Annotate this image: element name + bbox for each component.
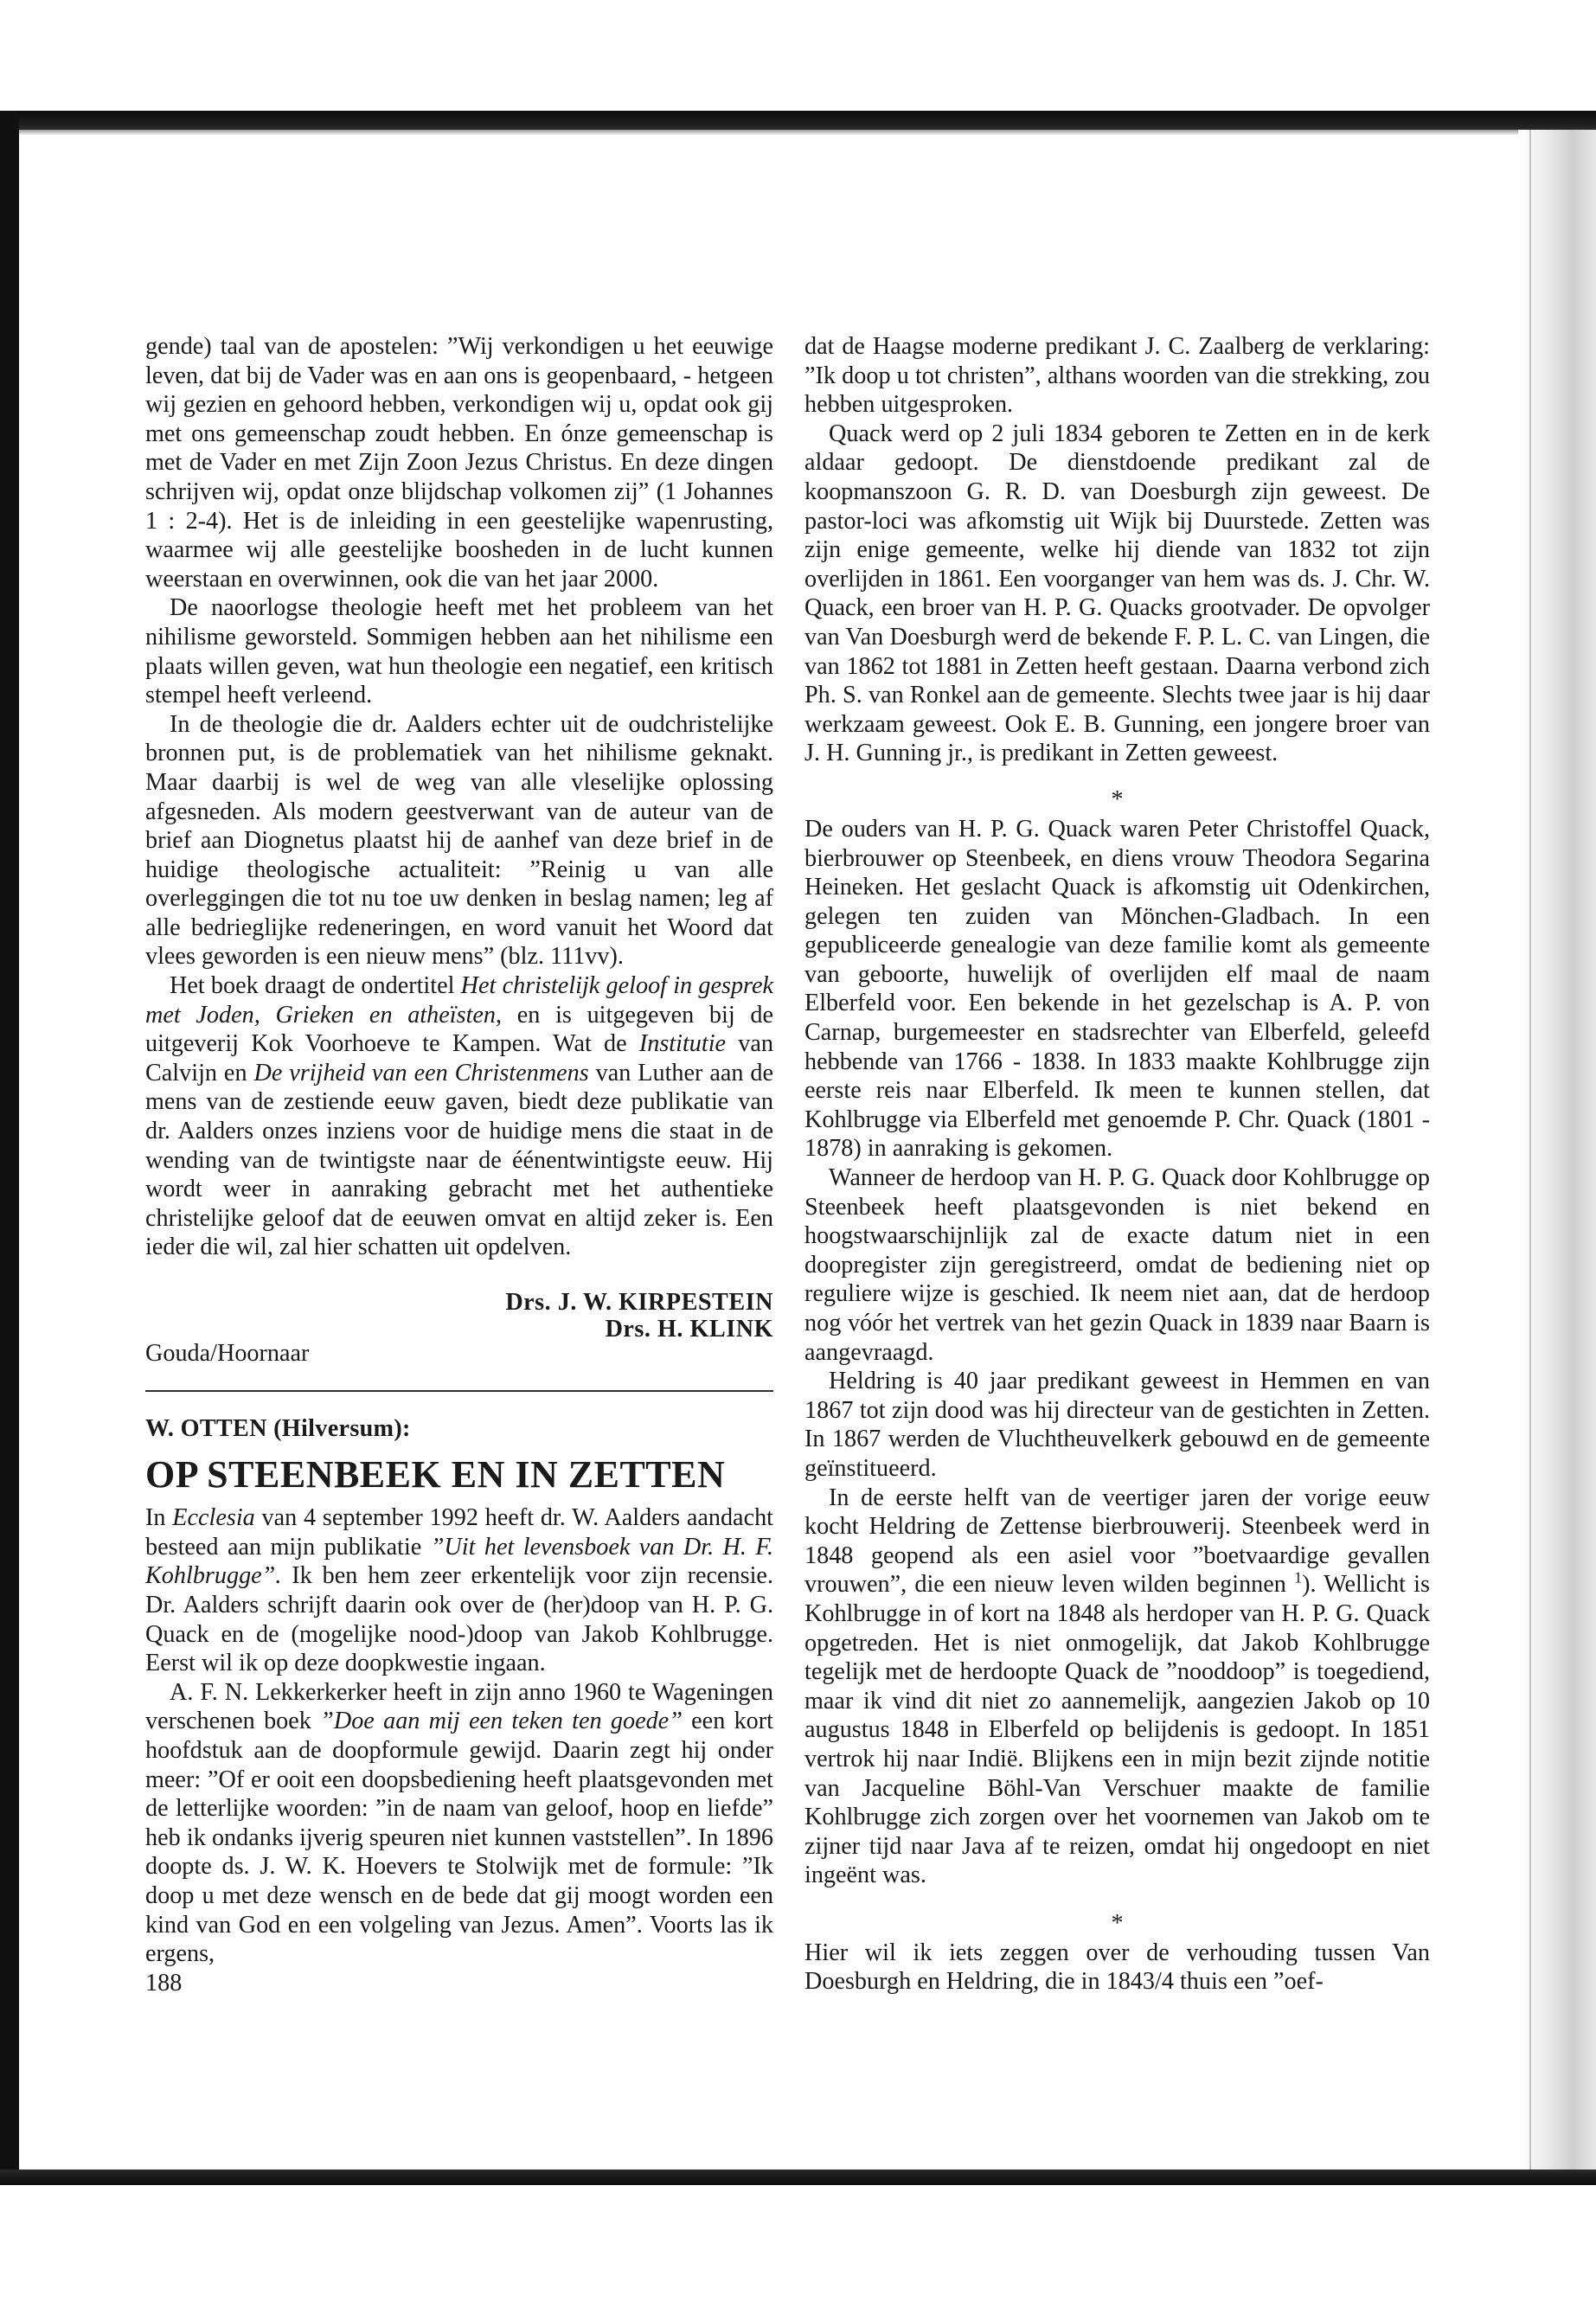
scan-border-top	[0, 111, 1596, 130]
right-paragraph-5: Heldring is 40 jaar predikant geweest in Hemmen en van 1867 tot zijn dood was hij directeur van de gestichten in Zetten. In 1867 werden de Vluchtheuvelkerk gebouwd en de gemeente geïnstitueerd.	[804, 1368, 1430, 1482]
left-paragraph-2: De naoorlogse theologie heeft met het probleem van het nihilisme geworsteld. Sommigen hebben aan het nihilisme een plaats willen geven, wat hun theologie een negatief, een kritisch stempel heeft verleend.	[145, 594, 773, 709]
signature-klink: Drs. H. KLINK	[605, 1315, 773, 1343]
right-paragraph-7: Hier wil ik iets zeggen over de verhouding tussen Van Doesburgh en Heldring, die in 1843/4 thuis een ”oef-	[804, 1939, 1430, 1996]
right-column	[804, 332, 1430, 1997]
signature-place: Gouda/Hoornaar	[145, 1339, 310, 1367]
right-paragraph-2: Quack werd op 2 juli 1834 geboren te Zetten en in de kerk aldaar gedoopt. De dienstdoende predikant zal de koopmanszoon G. R. D. van Doesburgh zijn geweest. De pastor-loci was afkomstig uit Wijk bij Duurstede. Zetten was zijn enige gemeente, welke hij diende van 1832 tot zijn overlijden in 1861. Een voorganger van hem was ds. J. Chr. W. Quack, een broer van H. P. G. Quacks grootvader. De opvolger van Van Doesburgh werd de bekende F. P. L. C. van Lingen, die van 1862 tot 1881 in Zetten heeft gestaan. Daarna verbond zich Ph. S. van Ronkel aan de gemeente. Slechts twee jaar is hij daar werkzaam geweest. Ook E. B. Gunning, een jongere broer van J. H. Gunning jr., is predikant in Zetten geweest.	[804, 420, 1430, 767]
article-title: OP STEENBEEK EN IN ZETTEN	[145, 1453, 726, 1497]
article-author: W. OTTEN (Hilversum):	[145, 1414, 411, 1442]
page-number: 188	[145, 1969, 183, 1997]
left-paragraph-1: gende) taal van de apostelen: ”Wij verkondigen u het eeuwige leven, dat bij de Vader was en aan ons is geopenbaard, - hetgeen wij gezien en gehoord hebben, verkondigen wij u, opdat ook gij met ons gemeenschap zoudt hebben. En ónze gemeenschap is met de Vader en met Zijn Zoon Jezus Christus. En deze dingen schrijven wij, opdat onze blijdschap volkomen zij” (1 Johannes 1 : 2-4). Het is de inleiding in een geestelijke wapenrusting, waarmee wij alle geestelijke boosheden in de lucht kunnen weerstaan en overwinnen, ook die van het jaar 2000.	[145, 333, 773, 593]
left-column	[145, 332, 773, 1997]
right-paragraph-3: De ouders van H. P. G. Quack waren Peter Christoffel Quack, bierbrouwer op Steenbeek, en diens vrouw Theodora Segarina Heineken. Het geslacht Quack is afkomstig uit Odenkirchen, gelegen ten zuiden van Mönchen-Gladbach. In een gepubliceerde genealogie van deze familie komt als gemeente van geboorte, huwelijk of overlijden elf maal de naam Elberfeld voor. Een bekende in het gezelschap is A. P. von Carnap, burgemeester en stadsrechter van Elberfeld, geleefd hebbende van 1766 - 1838. In 1833 maakte Kohlbrugge zijn eerste reis naar Elberfeld. Ik meen te kunnen stellen, dat Kohlbrugge via Elberfeld met genoemde P. Chr. Quack (1801 - 1878) in aanraking is gekomen.	[804, 815, 1430, 1163]
right-paragraph-1: dat de Haagse moderne predikant J. C. Zaalberg de verklaring: ”Ik doop u tot christen”, althans woorden van die strekking, zou hebben uitgesproken.	[804, 333, 1430, 419]
footnote-marker: 1	[1294, 1568, 1303, 1586]
right-paragraph-6: In de eerste helft van de veertiger jaren der vorige eeuw kocht Heldring de Zettense bierbrouwerij. Steenbeek werd in 1848 geopend als een asiel voor ”boetvaardige gevallen vrouwen”, die een nieuw leven wilden beginnen $^1$). Wellicht is Kohlbrugge in of kort na 1848 als herdoper van H. P. G. Quack opgetreden. Het is niet onmogelijk, dat Jakob Kohlbrugge tegelijk met de herdoopte Quack de ”nooddoop” is toegediend, maar ik vind dit niet zo aannemelijk, aangezien Jakob op 10 augustus 1848 in Elberfeld op belijdenis is gedoopt. In 1851 vertrok hij naar Indië. Blijkens een in mijn bezit zijnde notitie van Jacqueline Böhl-Van Verschuer maakte de familie Kohlbrugge zich zorgen over het voornemen van Jakob om te zijner tijd naar Java af te reizen, omdat hij ongedoopt en niet ingeënt was.	[804, 1484, 1430, 1889]
section-separator-2: *	[1111, 1909, 1124, 1937]
document-page	[19, 135, 1518, 2170]
signature-kirpestein: Drs. J. W. KIRPESTEIN	[505, 1289, 773, 1316]
scan-page-edge-line	[1529, 130, 1531, 2170]
scan-border-left	[0, 111, 19, 2185]
left-paragraph-5: In Ecclesia van 4 september 1992 heeft dr. W. Aalders aandacht besteed aan mijn publikatie ”Uit het levensboek van Dr. H. F. Kohlbrugge”. Ik ben hem zeer erkentelijk voor zijn recensie. Dr. Aalders schrijft daarin ook over de (her)doop van H. P. G. Quack en de (mogelijke nood-)doop van Jakob Kohlbrugge. Eerst wil ik op deze doopkwestie ingaan.	[145, 1504, 774, 1677]
article-divider	[145, 1390, 773, 1392]
left-paragraph-4: Het boek draagt de ondertitel Het christelijk geloof in gesprek met Joden, Grieken en atheïsten, en is uitgegeven bij de uitgeverij Kok Voorhoeve te Kampen. Wat de Institutie van Calvijn en De vrijheid van een Christenmens van Luther aan de mens van de zestiende eeuw gaven, biedt deze publikatie van dr. Aalders onzes inziens voor de huidige mens die staat in de wending van de twintigste naar de éénentwintigste eeuw. Hij wordt weer in aanraking gebracht met het authentieke christelijke geloof dat de eeuwen omvat en altijd zeker is. Een ieder die wil, zal hier schatten uit opdelven.	[145, 972, 774, 1261]
scan-border-bottom	[0, 2170, 1596, 2185]
section-separator-1: *	[1111, 785, 1124, 813]
right-paragraph-4: Wanneer de herdoop van H. P. G. Quack door Kohlbrugge op Steenbeek heeft plaatsgevonden is niet bekend en hoogstwaarschijnlijk zal de exacte datum niet in een doopregister zijn geregistreerd, omdat de bediening niet op reguliere wijze is geschied. Ik neem niet aan, dat de herdoop nog vóór het vertrek van het gezin Quack in 1839 naar Baarn is aangevraagd.	[804, 1164, 1430, 1366]
left-paragraph-6: A. F. N. Lekkerkerker heeft in zijn anno 1960 te Wageningen verschenen boek ”Doe aan mij een teken ten goede” een kort hoofdstuk aan de doopformule gewijd. Daarin zegt hij onder meer: ”Of er ooit een doopsbediening heeft plaatsgevonden met de letterlijke woorden: ”in de naam van geloof, hoop en liefde” heb ik ondanks ijverig speuren niet kunnen vaststellen”. In 1896 doopte ds. J. W. K. Hoevers te Stolwijk met de formule: ”Ik doop u met deze wensch en de bede dat gij moogt worden een kind van God en een volgeling van Jezus. Amen”. Voorts las ik ergens,	[145, 1678, 773, 1968]
left-paragraph-3: In de theologie die dr. Aalders echter uit de oudchristelijke bronnen put, is de problematiek van het nihilisme geknakt. Maar daarbij is wel de weg van alle vleselijke oplossing afgesneden. Als modern geestverwant van de auteur van de brief aan Diognetus plaatst hij de aanhef van deze brief in de huidige theologische actualiteit: ”Reinig u van alle overleggingen die tot nu toe uw denken in beslag namen; leg af alle bedrieglijke redeneringen, en word vanuit het Woord dat vlees geworden is een nieuw mens” (blz. 111vv).	[145, 710, 773, 971]
